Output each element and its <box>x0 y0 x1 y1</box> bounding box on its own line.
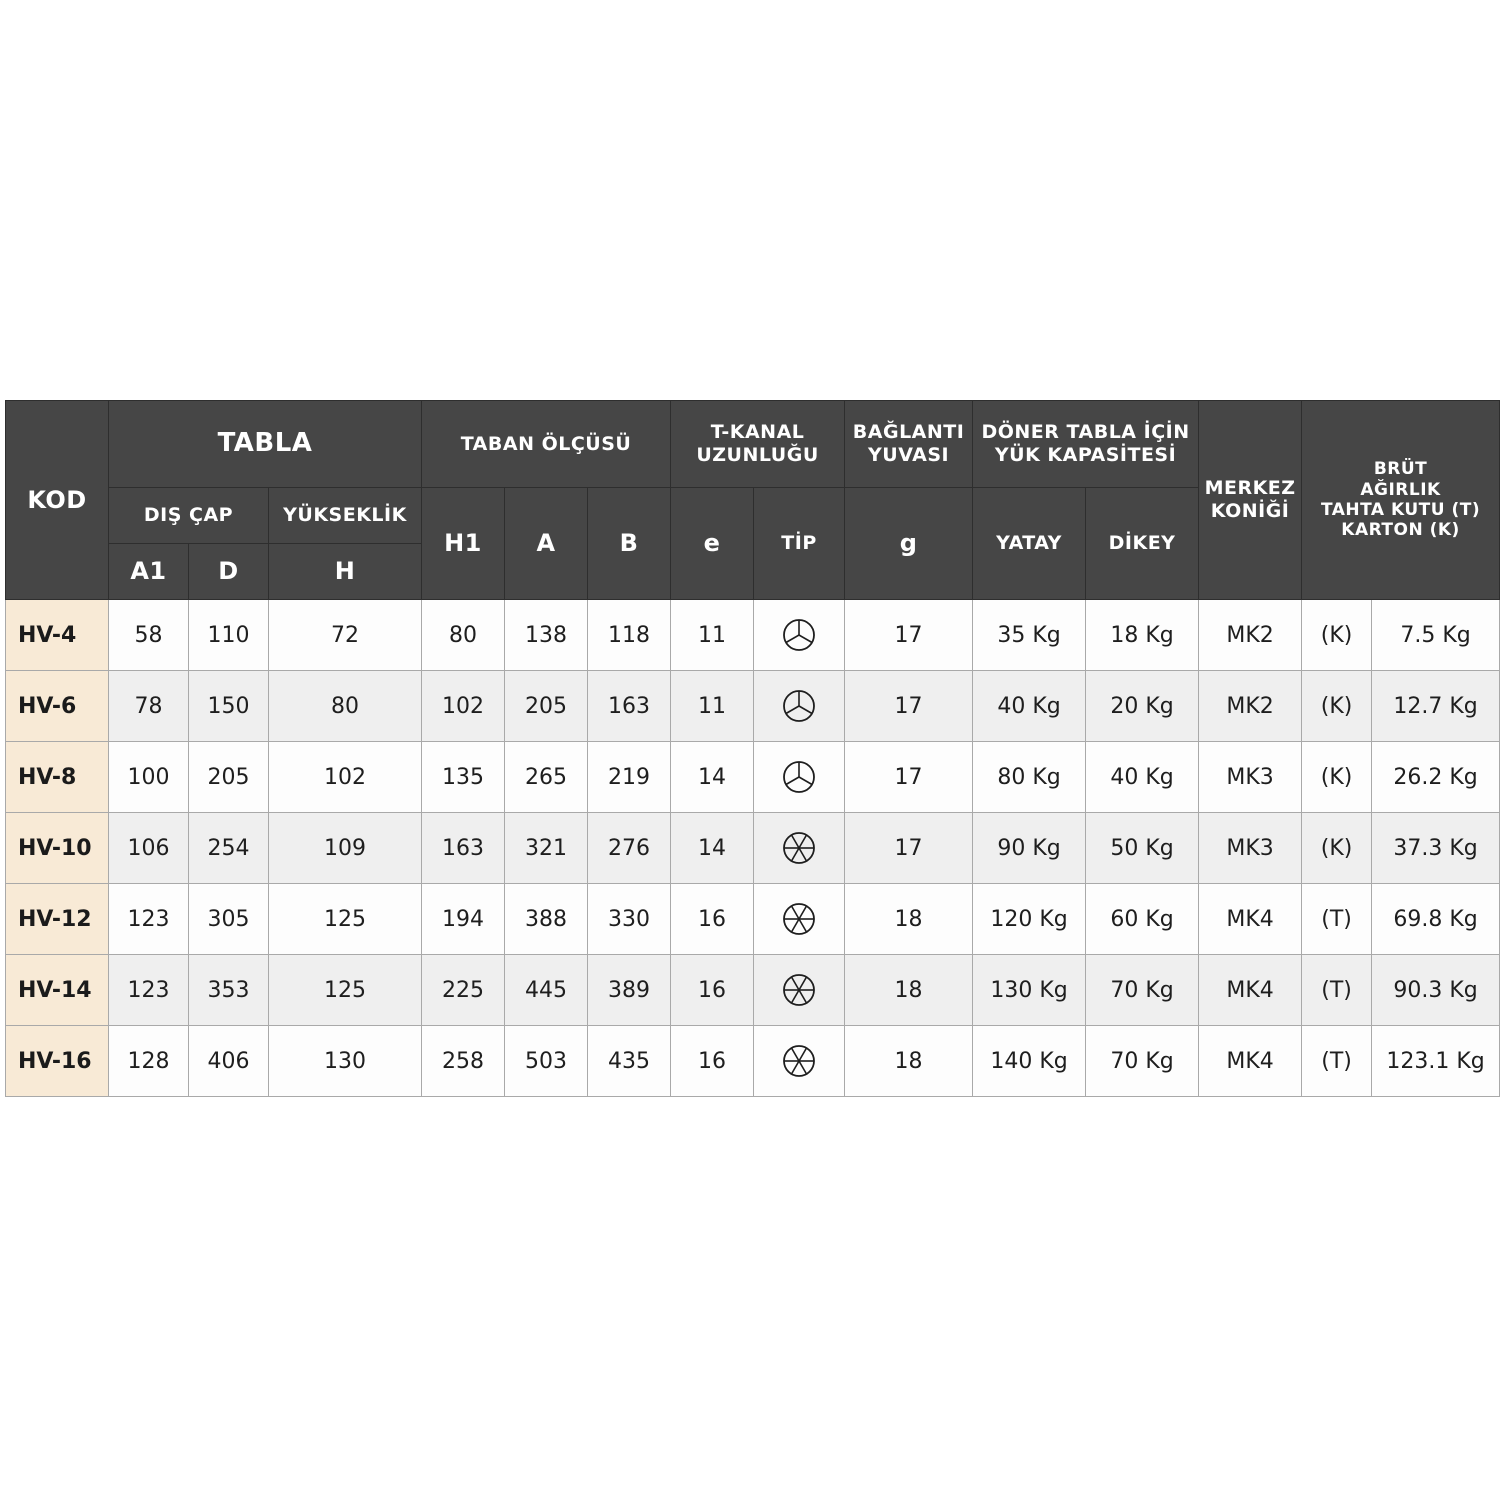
cell-merkez: MK2 <box>1199 671 1302 742</box>
cell-dikey: 18 Kg <box>1086 600 1199 671</box>
3-slot-icon <box>754 688 844 724</box>
6-slot-icon <box>754 972 844 1008</box>
tslot-type-cell <box>754 1026 845 1097</box>
cell-weight: 123.1 Kg <box>1372 1026 1500 1097</box>
cell-merkez: MK3 <box>1199 742 1302 813</box>
cell-merkez: MK4 <box>1199 955 1302 1026</box>
cell-weight: 26.2 Kg <box>1372 742 1500 813</box>
cell-yatay: 80 Kg <box>973 742 1086 813</box>
cell-weight: 90.3 Kg <box>1372 955 1500 1026</box>
cell-a: 503 <box>505 1026 588 1097</box>
cell-yatay: 120 Kg <box>973 884 1086 955</box>
spec-table-container <box>5 400 1499 1097</box>
cell-g: 17 <box>845 813 973 884</box>
cell-h: 125 <box>269 955 422 1026</box>
cell-h1: 225 <box>422 955 505 1026</box>
cell-a1: 128 <box>109 1026 189 1097</box>
cell-a: 321 <box>505 813 588 884</box>
header-d: D <box>189 544 269 600</box>
header-dis-cap: DIŞ ÇAP <box>109 488 269 544</box>
cell-g: 17 <box>845 742 973 813</box>
header-b: B <box>588 488 671 600</box>
cell-weight: 7.5 Kg <box>1372 600 1500 671</box>
header-doner <box>973 401 1199 488</box>
cell-weight: 69.8 Kg <box>1372 884 1500 955</box>
table-row <box>6 742 1500 813</box>
header-baglanti-line1: BAĞLANTI <box>852 421 965 444</box>
cell-e: 16 <box>671 1026 754 1097</box>
cell-dikey: 60 Kg <box>1086 884 1199 955</box>
table-row <box>6 955 1500 1026</box>
table-row <box>6 1026 1500 1097</box>
table-body <box>6 600 1500 1097</box>
cell-dikey: 50 Kg <box>1086 813 1199 884</box>
header-yatay: YATAY <box>973 488 1086 600</box>
tslot-type-cell <box>754 955 845 1026</box>
cell-pack: (K) <box>1302 600 1372 671</box>
6-slot-icon <box>754 1043 844 1079</box>
cell-h1: 163 <box>422 813 505 884</box>
cell-d: 305 <box>189 884 269 955</box>
cell-h1: 80 <box>422 600 505 671</box>
header-brut-line2: AĞIRLIK <box>1360 479 1441 500</box>
cell-merkez: MK2 <box>1199 600 1302 671</box>
cell-merkez: MK3 <box>1199 813 1302 884</box>
table-row <box>6 813 1500 884</box>
cell-pack: (K) <box>1302 742 1372 813</box>
3-slot-icon <box>754 759 844 795</box>
header-e: e <box>671 488 754 600</box>
cell-dikey: 70 Kg <box>1086 1026 1199 1097</box>
header-merkez <box>1199 401 1302 600</box>
cell-yatay: 90 Kg <box>973 813 1086 884</box>
cell-e: 14 <box>671 742 754 813</box>
cell-g: 18 <box>845 1026 973 1097</box>
header-doner-line1: DÖNER TABLA İÇİN <box>981 421 1190 444</box>
3-slot-icon <box>754 617 844 653</box>
cell-dikey: 70 Kg <box>1086 955 1199 1026</box>
cell-kod: HV-16 <box>6 1026 109 1097</box>
cell-h: 80 <box>269 671 422 742</box>
header-taban: TABAN ÖLÇÜSÜ <box>422 401 671 488</box>
header-tkanal-line1: T-KANAL <box>710 421 805 444</box>
6-slot-icon <box>754 901 844 937</box>
cell-yatay: 140 Kg <box>973 1026 1086 1097</box>
cell-kod: HV-6 <box>6 671 109 742</box>
cell-b: 276 <box>588 813 671 884</box>
cell-dikey: 40 Kg <box>1086 742 1199 813</box>
cell-h1: 135 <box>422 742 505 813</box>
cell-d: 406 <box>189 1026 269 1097</box>
cell-merkez: MK4 <box>1199 884 1302 955</box>
cell-d: 110 <box>189 600 269 671</box>
cell-yatay: 130 Kg <box>973 955 1086 1026</box>
cell-h: 72 <box>269 600 422 671</box>
header-baglanti <box>845 401 973 488</box>
cell-h1: 194 <box>422 884 505 955</box>
cell-pack: (T) <box>1302 884 1372 955</box>
tslot-type-cell <box>754 742 845 813</box>
table-header <box>6 401 1500 600</box>
cell-a: 445 <box>505 955 588 1026</box>
cell-pack: (K) <box>1302 813 1372 884</box>
cell-b: 163 <box>588 671 671 742</box>
cell-e: 16 <box>671 884 754 955</box>
cell-pack: (K) <box>1302 671 1372 742</box>
cell-a1: 58 <box>109 600 189 671</box>
cell-g: 18 <box>845 884 973 955</box>
header-tabla: TABLA <box>109 401 422 488</box>
cell-merkez: MK4 <box>1199 1026 1302 1097</box>
cell-b: 118 <box>588 600 671 671</box>
cell-h: 125 <box>269 884 422 955</box>
cell-e: 11 <box>671 671 754 742</box>
cell-b: 389 <box>588 955 671 1026</box>
table-row <box>6 884 1500 955</box>
header-merkez-line1: MERKEZ <box>1204 477 1296 500</box>
cell-h1: 258 <box>422 1026 505 1097</box>
cell-a1: 78 <box>109 671 189 742</box>
cell-a1: 106 <box>109 813 189 884</box>
cell-h: 102 <box>269 742 422 813</box>
cell-a1: 123 <box>109 955 189 1026</box>
header-baglanti-line2: YUVASI <box>868 444 950 466</box>
header-h: H <box>269 544 422 600</box>
tslot-type-cell <box>754 884 845 955</box>
cell-d: 254 <box>189 813 269 884</box>
cell-b: 330 <box>588 884 671 955</box>
cell-d: 150 <box>189 671 269 742</box>
spec-table <box>5 400 1500 1097</box>
cell-dikey: 20 Kg <box>1086 671 1199 742</box>
header-yukseklik: YÜKSEKLİK <box>269 488 422 544</box>
cell-h: 130 <box>269 1026 422 1097</box>
cell-pack: (T) <box>1302 1026 1372 1097</box>
cell-yatay: 35 Kg <box>973 600 1086 671</box>
header-merkez-line2: KONİĞİ <box>1210 500 1290 522</box>
tslot-type-cell <box>754 671 845 742</box>
cell-h: 109 <box>269 813 422 884</box>
cell-d: 353 <box>189 955 269 1026</box>
cell-a1: 123 <box>109 884 189 955</box>
cell-g: 17 <box>845 600 973 671</box>
cell-kod: HV-8 <box>6 742 109 813</box>
cell-a: 265 <box>505 742 588 813</box>
cell-pack: (T) <box>1302 955 1372 1026</box>
header-tip: TİP <box>754 488 845 600</box>
cell-a: 138 <box>505 600 588 671</box>
header-brut-line1: BRÜT <box>1373 459 1428 480</box>
cell-kod: HV-10 <box>6 813 109 884</box>
header-tkanal-line2: UZUNLUĞU <box>696 444 819 466</box>
cell-h1: 102 <box>422 671 505 742</box>
header-dikey: DİKEY <box>1086 488 1199 600</box>
cell-kod: HV-4 <box>6 600 109 671</box>
cell-weight: 12.7 Kg <box>1372 671 1500 742</box>
header-a1: A1 <box>109 544 189 600</box>
header-brut-line4: KARTON (K) <box>1341 520 1460 541</box>
6-slot-icon <box>754 830 844 866</box>
header-doner-line2: YÜK KAPASİTESİ <box>994 444 1177 466</box>
header-brut <box>1302 401 1500 600</box>
cell-e: 14 <box>671 813 754 884</box>
tslot-type-cell <box>754 600 845 671</box>
cell-a1: 100 <box>109 742 189 813</box>
cell-a: 205 <box>505 671 588 742</box>
cell-b: 435 <box>588 1026 671 1097</box>
cell-yatay: 40 Kg <box>973 671 1086 742</box>
cell-b: 219 <box>588 742 671 813</box>
cell-e: 11 <box>671 600 754 671</box>
cell-e: 16 <box>671 955 754 1026</box>
table-row <box>6 671 1500 742</box>
header-g: g <box>845 488 973 600</box>
cell-g: 18 <box>845 955 973 1026</box>
tslot-type-cell <box>754 813 845 884</box>
header-brut-line3: TAHTA KUTU (T) <box>1320 500 1481 520</box>
cell-g: 17 <box>845 671 973 742</box>
cell-a: 388 <box>505 884 588 955</box>
cell-d: 205 <box>189 742 269 813</box>
cell-kod: HV-14 <box>6 955 109 1026</box>
header-tkanal <box>671 401 845 488</box>
header-a: A <box>505 488 588 600</box>
table-row <box>6 600 1500 671</box>
cell-weight: 37.3 Kg <box>1372 813 1500 884</box>
cell-kod: HV-12 <box>6 884 109 955</box>
header-kod: KOD <box>6 401 109 600</box>
header-h1: H1 <box>422 488 505 600</box>
